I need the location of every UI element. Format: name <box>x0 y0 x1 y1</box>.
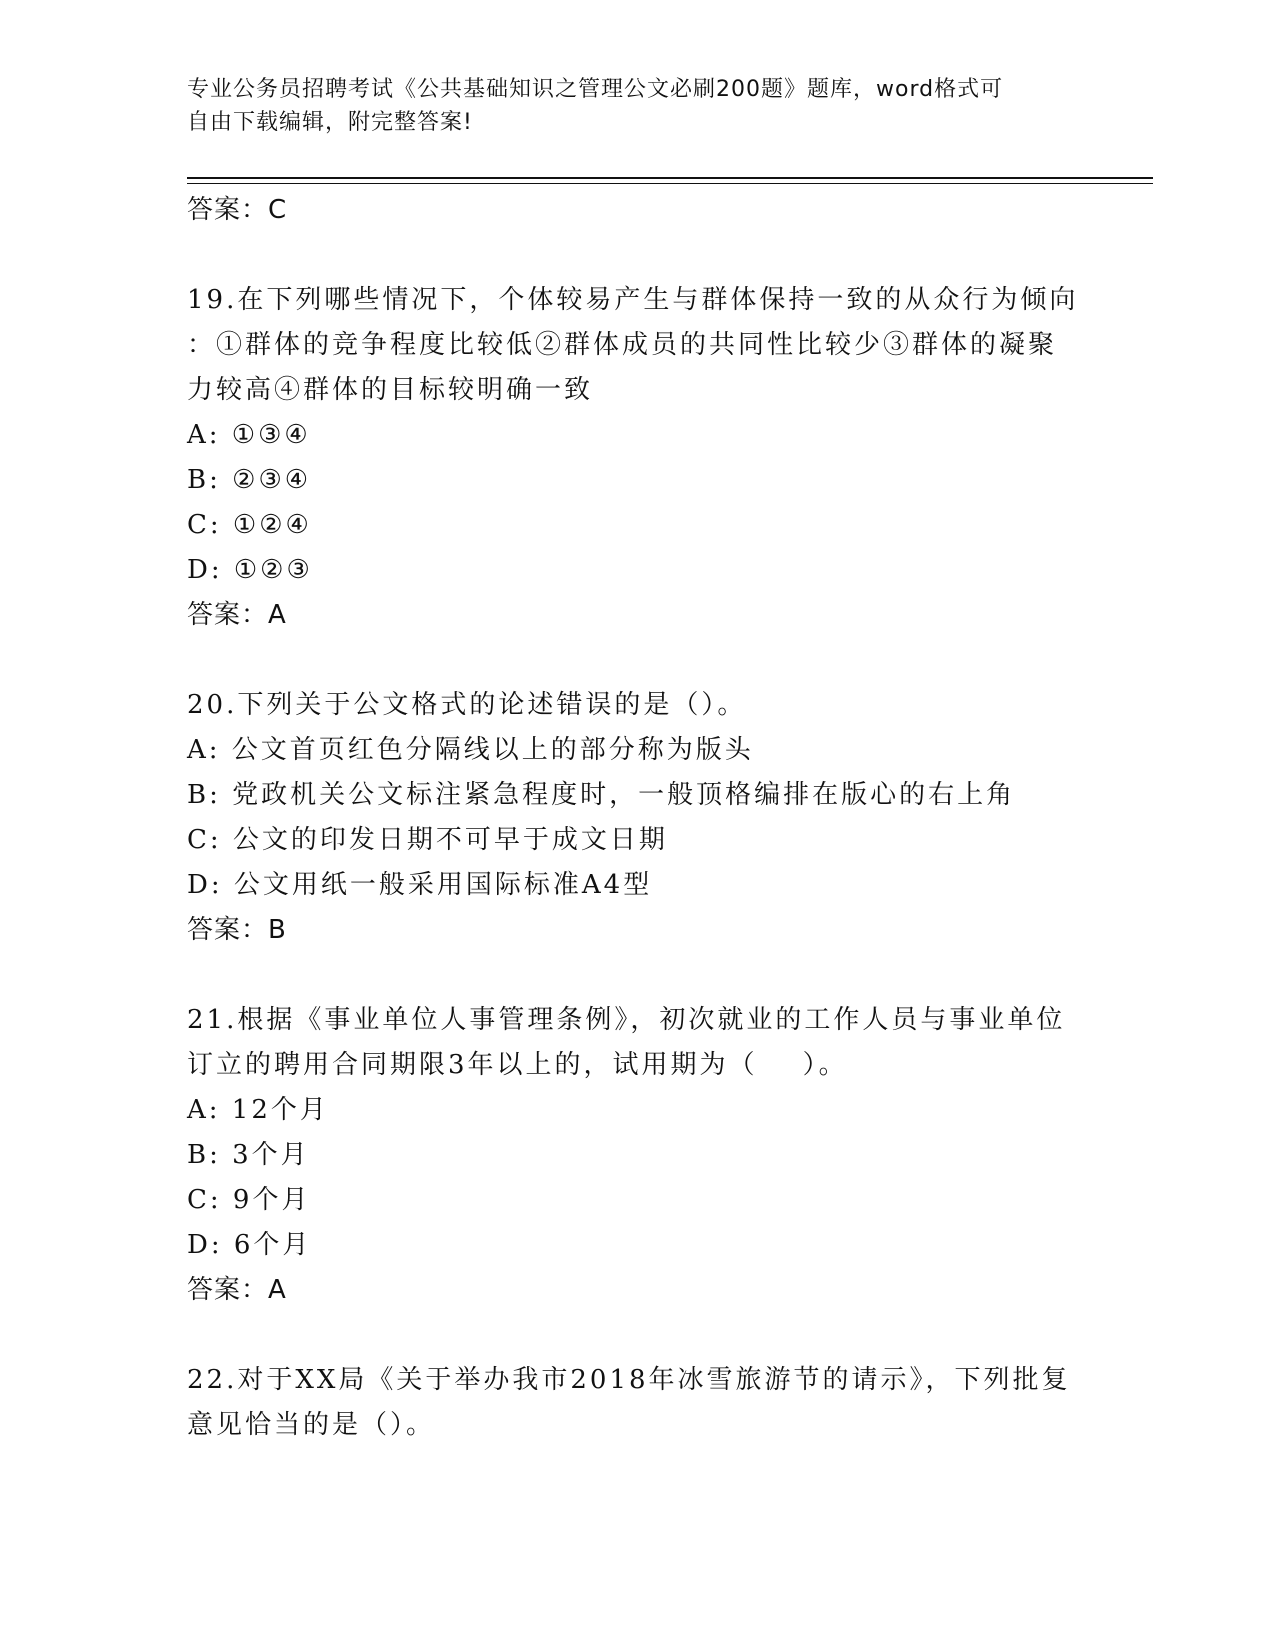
answer-line: 答案：A <box>187 600 287 630</box>
page-header <box>187 73 1087 139</box>
option-c: C: 9个月 <box>187 1185 311 1215</box>
question-line: ：①群体的竞争程度比较低②群体成员的共同性比较少③群体的凝聚 <box>187 330 1058 360</box>
question-block <box>187 278 1087 637</box>
question-line: 力较高④群体的目标较明确一致 <box>187 375 594 405</box>
question-line: 意见恰当的是（）。 <box>187 1410 436 1440</box>
option-b: B: ②③④ <box>187 465 312 495</box>
document-body <box>187 188 1087 1448</box>
option-a: A: 12个月 <box>187 1095 329 1125</box>
question-block <box>187 683 1087 952</box>
option-b: B: 3个月 <box>187 1140 310 1170</box>
answer-line: 答案：C <box>187 195 288 225</box>
header-divider-thick <box>187 177 1153 179</box>
header-divider-thin <box>187 183 1153 184</box>
option-a: A: 公文首页红色分隔线以上的部分称为版头 <box>187 735 754 765</box>
answer-line: 答案：A <box>187 1275 287 1305</box>
question-line: 19.在下列哪些情况下，个体较易产生与群体保持一致的从众行为倾向 <box>187 285 1079 315</box>
question-line: 订立的聘用合同期限3年以上的，试用期为（ ）。 <box>187 1050 848 1080</box>
question-block <box>187 1358 1087 1448</box>
question-line: 21.根据《事业单位人事管理条例》，初次就业的工作人员与事业单位 <box>187 1005 1066 1035</box>
option-a: A: ①③④ <box>187 420 311 450</box>
option-d: D: ①②③ <box>187 555 313 585</box>
question-text <box>187 278 1087 413</box>
question-text <box>187 683 1087 728</box>
question-line: 20.下列关于公文格式的论述错误的是（）。 <box>187 690 747 720</box>
option-c: C: ①②④ <box>187 510 312 540</box>
question-text <box>187 998 1087 1088</box>
header-line: 专业公务员招聘考试《公共基础知识之管理公文必刷200题》题库，word格式可 <box>187 77 1004 102</box>
header-line: 自由下载编辑，附完整答案! <box>187 110 473 135</box>
question-block <box>187 998 1087 1312</box>
question-text <box>187 1358 1087 1448</box>
option-b: B: 党政机关公文标注紧急程度时，一般顶格编排在版心的右上角 <box>187 780 1016 810</box>
question-line: 22.对于XX局《关于举办我市2018年冰雪旅游节的请示》，下列批复 <box>187 1365 1071 1395</box>
option-d: D: 公文用纸一般采用国际标准A4型 <box>187 870 653 900</box>
option-d: D: 6个月 <box>187 1230 312 1260</box>
option-c: C: 公文的印发日期不可早于成文日期 <box>187 825 668 855</box>
answer-line: 答案：B <box>187 915 287 945</box>
